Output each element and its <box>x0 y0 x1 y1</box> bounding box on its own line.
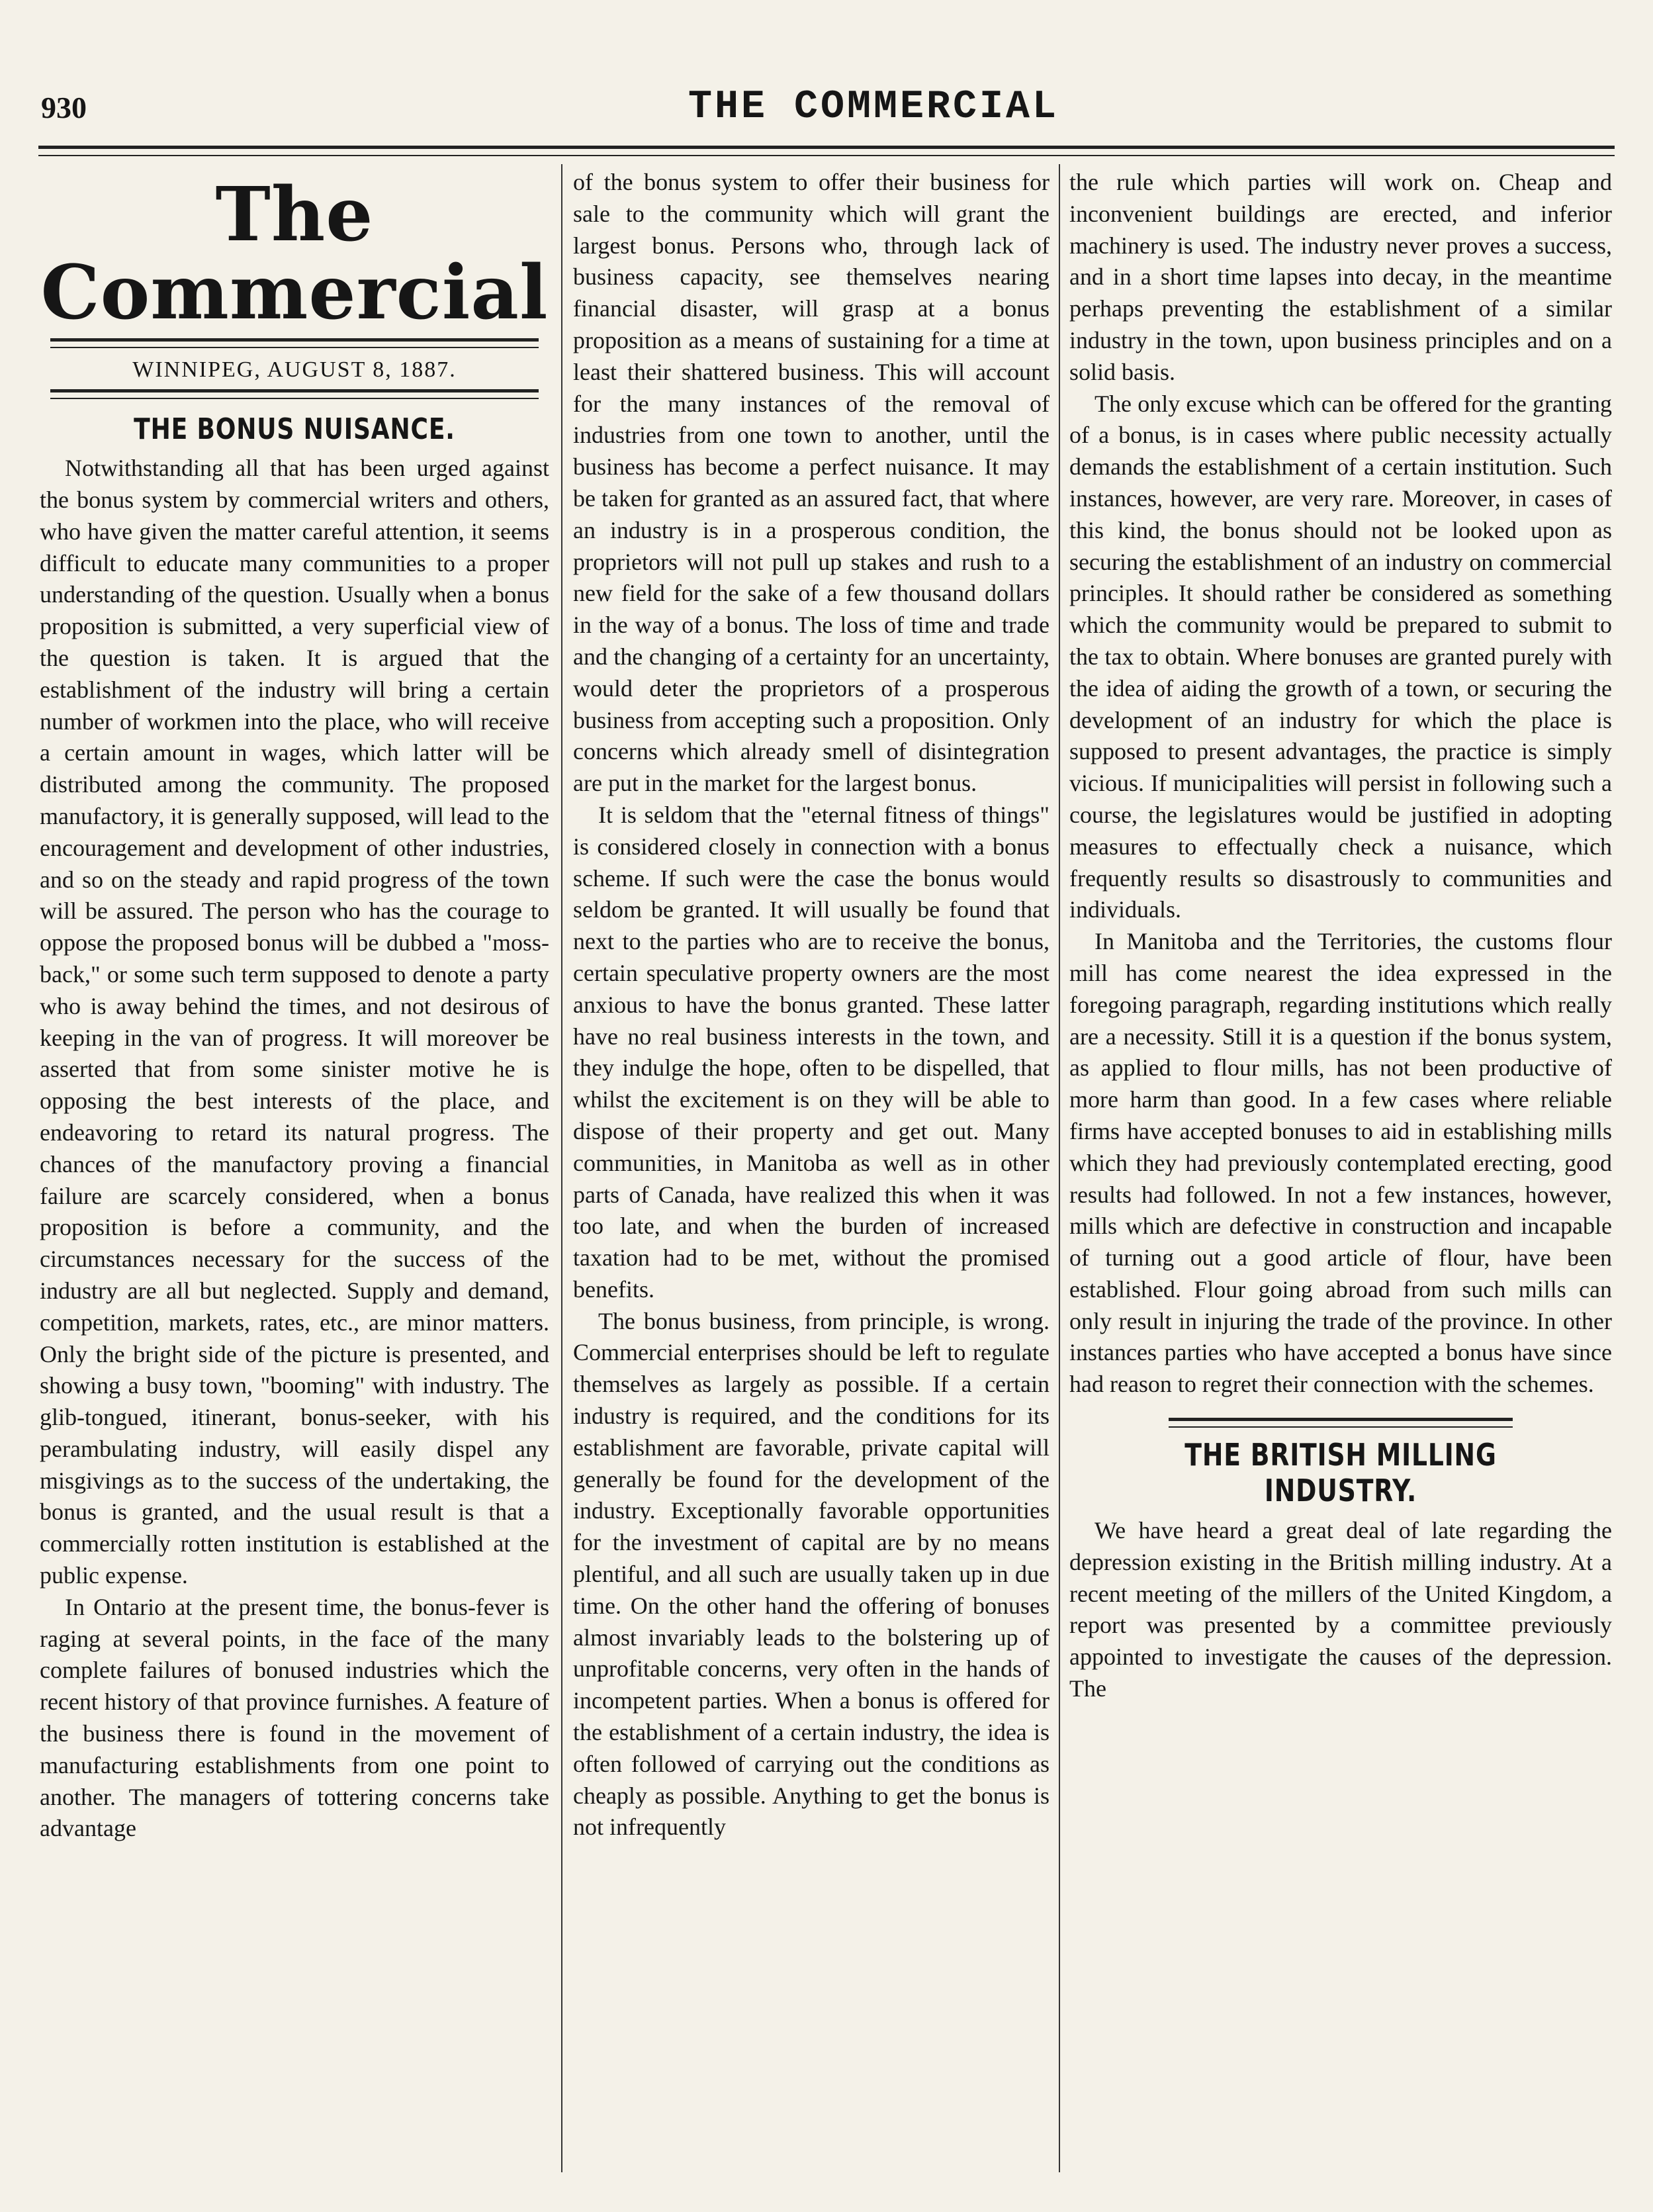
page-number: 930 <box>41 91 87 124</box>
column-1 <box>40 167 549 2166</box>
article-paragraph: It is seldom that the "eternal fitness of things" is considered closely in connection with a bonus scheme. If such were the case the bonus would seldom be granted. It will usually be found that next to the parties who are to receive the bonus, certain speculative property owners are the most anxious to have the bonus granted. These latter have no real business interests in the town, and they indulge the hope, often to be dispelled, that whilst the excitement is on they will be able to dispose of their property and get out. Many communities, in Manitoba as well as in other parts of Canada, have realized this when it was too late, and when the burden of increased taxation had to be met, without the promised benefits. <box>573 801 1050 1303</box>
column-2 <box>573 167 1050 2166</box>
article-paragraph: Notwithstanding all that has been urged against the bonus system by commercial writers and others, who have given the matter careful attention, it seems difficult to educate many communities to a proper understanding of the question. Usually when a bonus proposition is submitted, a very superficial view of the question is taken. It is argued that the establishment of the industry will bring a certain number of workmen into the place, who will receive a certain amount in wages, which latter will be distributed among the community. The proposed manufactory, it is generally supposed, will lead to the encouragement and development of other industries, and so on the steady and rapid progress of the town will be assured. The person who has the courage to oppose the proposed bonus will be dubbed a "moss-back," or some such term supposed to denote a party who is away behind the times, and not desirous of keeping in the van of progress. It will moreover be asserted that from some sinister motive he is opposing the best interests of the place, and endeavoring to retard its natural progress. The chances of the manufactory proving a financial failure are scarcely considered, when a bonus proposition is before a community, and the circumstances necessary for the success of the industry are all but neglected. Supply and demand, competition, markets, rates, etc., are minor matters. Only the bright side of the picture is presented, and showing a busy town, "booming" with industry. The glib-tongued, itinerant, bonus-seeker, with his perambulating industry, will easily dispel any misgivings as to the success of the undertaking, the bonus is granted, and the usual result is that a commercially rotten institution is established at the public expense. <box>40 455 549 1589</box>
article-paragraph: The bonus business, from principle, is wrong. Commercial enterprises should be left to regulate themselves as largely as possible. If a certain industry is required, and the conditions for its establishment are favorable, private capital will generally be found for the development of the industry. Exceptionally favorable opportunities for the investment of capital are by no means plentiful, and all such are usually taken up in due time. On the other hand the offering of bonuses almost invariably leads to the bolstering up of unprofitable concerns, very often in the hands of incompetent parties. When a bonus is offered for the establishment of a certain industry, the idea is often followed of carrying out the conditions as cheaply as possible. Anything to get the bonus is not infrequently <box>573 1307 1050 1841</box>
header-rule <box>38 155 1615 156</box>
section-rule <box>1169 1418 1513 1428</box>
article-paragraph: the rule which parties will work on. Cheap and inconvenient buildings are erected, and inferior machinery is used. The industry never proves a success, and in a short time lapses into decay, in the meantime perhaps preventing the establishment of a similar industry in the town, upon business principles and on a solid basis. <box>1069 169 1612 385</box>
article-paragraph: We have heard a great deal of late regarding the depression existing in the British milling industry. At a recent meeting of the millers of the United Kingdom, a report was presented by a committee previously appointed to investigate the causes of the depression. The <box>1069 1517 1612 1702</box>
dateline: WINNIPEG, AUGUST 8, 1887. <box>132 357 457 383</box>
article-paragraph: The only excuse which can be offered for the granting of a bonus, is in cases where public necessity actually demands the establishment of a certain institution. Such instances, however, are very rare. Moreover, in cases of this kind, the bonus should not be looked upon as securing the establishment of an industry on commercial principles. It should rather be considered as something which the community would be prepared to submit to the tax to obtain. Where bonuses are granted purely with the idea of aiding the growth of a town, or securing the development of an industry for which the place is supposed to present advantages, the practice is simply vicious. If municipalities will persist in following such a course, the legislatures would be justified in adopting measures to effectually check a nuisance, which frequently results so disastrously to communities and individuals. <box>1069 390 1612 923</box>
column-rule <box>1059 164 1060 2172</box>
article-headline: THE BRITISH MILLING INDUSTRY. <box>1184 1437 1497 1509</box>
header-rule <box>38 146 1615 149</box>
running-head: THE COMMERCIAL <box>688 85 1059 130</box>
column-rule <box>561 164 562 2172</box>
article-paragraph: In Manitoba and the Territories, the customs flour mill has come nearest the idea expressed in the foregoing paragraph, regarding institutions which really are a necessity. Still it is a question if the bonus system, as applied to flour mills, has not been productive of more harm than good. In a few cases where reliable firms have accepted bonuses to aid in establishing mills which they had previously contemplated erecting, good results had followed. In not a few instances, however, mills which are defective in construction and incapable of turning out a good article of flour, have been established. Flour going abroad from such mills can only result in injuring the trade of the province. In other instances parties who have accepted a bonus have since had reason to regret their connection with the schemes. <box>1069 928 1612 1398</box>
dateline-rule <box>50 389 539 399</box>
article-paragraph: of the bonus system to offer their business for sale to the community which will grant the largest bonus. Persons who, through lack of business capacity, see themselves nearing financial disaster, will grasp at a bonus proposition as a means of sustaining for a time at least their shattered business. This will account for the many instances of the removal of industries from one town to another, until the business has become a perfect nuisance. It may be taken for granted as an assured fact, that where an industry is in a prosperous condition, the proprietors will not pull up stakes and rush to a new field for the sake of a few thousand dollars in the way of a bonus. The loss of time and trade and the changing of a certainty for an uncertainty, would deter the proprietors of a prosperous business from accepting such a proposition. Only concerns which already smell of disintegration are put in the market for the largest bonus. <box>573 169 1050 797</box>
article-headline: THE BONUS NUISANCE. <box>134 412 455 447</box>
column-3 <box>1069 167 1612 2166</box>
masthead-title: The Commercial <box>40 171 549 336</box>
article-paragraph: In Ontario at the present time, the bonus-fever is raging at several points, in the face of the many complete failures of bonused industries which the recent history of that province furnishes. A feature of the business there is found in the movement of manufacturing establishments from one point to another. The managers of tottering concerns take advantage <box>40 1593 549 1842</box>
masthead-rule <box>50 338 539 348</box>
